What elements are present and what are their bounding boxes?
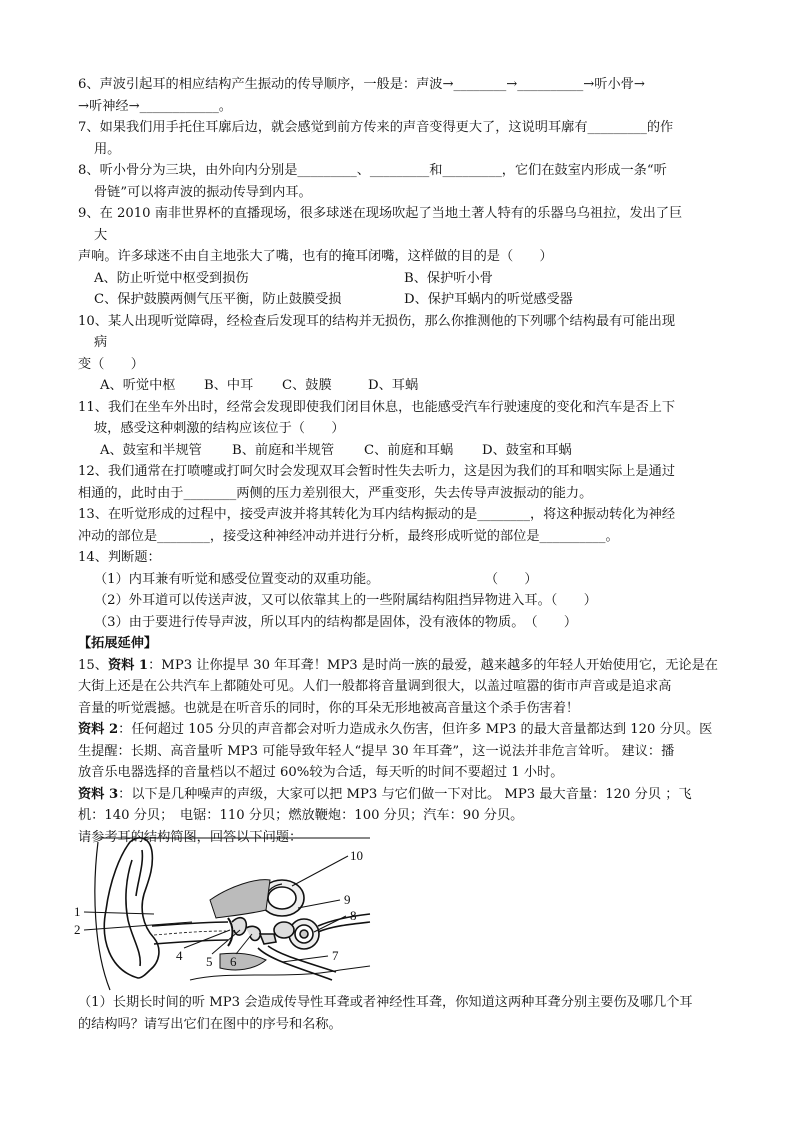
ear-structure-diagram [70, 830, 400, 995]
q9-options-row2 [78, 289, 718, 311]
q11-line1: 11、我们在坐车外出时，经常会发现即使我们闭目休息，也能感受汽车行驶速度的变化和汽车是否上下 [78, 399, 676, 415]
q11-line2: 坡，感受这种刺激的结构应该位于（ ） [94, 421, 345, 436]
q9-line1: 9、在 2010 南非世界杯的直播现场，很多球迷在现场吹起了当地土著人特有的乐器乌乌祖拉，发出了巨 [78, 206, 683, 221]
q7-line2: 用。 [94, 141, 121, 157]
q15-material-3 [78, 784, 718, 806]
material-3-label: 资料 3 [78, 786, 119, 802]
label-4: 4 [176, 948, 183, 963]
material-2-label: 资料 2 [78, 722, 119, 737]
material-1-line3: 音量的听觉震撼。也就是在听音乐的同时，你的耳朵无形地被高音量这个杀手伤害着！ [78, 700, 580, 716]
label-2: 2 [74, 922, 81, 937]
label-1: 1 [74, 904, 81, 919]
diagram-prompt: 请参考耳的结构简图，回答以下问题： [78, 829, 303, 845]
q12-line2: 相通的，此时由于________两侧的压力差别很大，严重变形，失去传导声波振动的能力。 [78, 485, 593, 501]
q10-options [78, 375, 718, 397]
q11-option-b: B、前庭和半规管 [232, 442, 335, 458]
q9-options-row1 [78, 268, 718, 290]
q9-option-a: A、防止听觉中枢受到损伤 [94, 270, 249, 286]
q14-item-1: （1）内耳兼有听觉和感受位置变动的双重功能。 （ ） [94, 571, 538, 587]
material-3-text: ：以下是几种噪声的声级，大家可以把 MP3 与它们做一下对比。 MP3 最大音量：120 分贝 ；飞 [118, 786, 692, 802]
q15-lead: 15、 [78, 657, 108, 673]
q9-line1b: 大 [94, 227, 108, 243]
label-10: 10 [350, 848, 363, 863]
q11-option-a: A、鼓室和半规管 [100, 442, 202, 458]
q6-line2: →听神经→____________。 [78, 98, 232, 114]
label-5: 5 [206, 954, 213, 969]
material-3-line2: 机：140 分贝； 电锯：110 分贝；燃放鞭炮：100 分贝；汽车：90 分贝。 [78, 808, 524, 823]
label-7: 7 [332, 948, 339, 963]
material-1-text: ：MP3 让你提早 30 年耳聋！MP3 是时尚一族的最爱，越来越多的年轻人开始使用它，无论是在 [148, 657, 718, 673]
q14-item-2: （2）外耳道可以传送声波，又可以依靠其上的一些附属结构阻挡异物进入耳。（ ） [94, 593, 597, 608]
sub-question-1 [78, 992, 718, 1035]
q10-option-c: C、鼓膜 [282, 378, 332, 393]
section-title: 【拓展延伸】 [78, 636, 158, 651]
q9-option-d: D、保护耳蜗内的听觉感受器 [404, 292, 573, 307]
q9-option-b: B、保护听小骨 [404, 270, 493, 286]
material-2-line2: 生提醒：长期、高音量听 MP3 可能导致年轻人“提早 30 年耳聋”，这一说法并非危言耸听。 建议：播 [78, 743, 675, 759]
q8-line1: 8、听小骨分为三块，由外向内分别是_________、_________和_________，它们在鼓室内形成一条“听 [78, 163, 667, 178]
q9-line2: 声响。许多球迷不由自主地张大了嘴，也有的掩耳闭嘴，这样做的目的是（ ） [78, 249, 553, 264]
material-2-text: ：任何超过 105 分贝的声音都会对听力造成永久伤害，但许多 MP3 的最大音量都达到 120 分贝。医 [118, 722, 713, 737]
q10-option-d: D、耳蜗 [368, 378, 419, 393]
material-2-line3: 放音乐电器选择的音量档以不超过 60%较为合适，每天听的时间不要超过 1 小时。 [78, 765, 564, 780]
q10-option-a: A、听觉中枢 [100, 378, 176, 393]
worksheet [78, 74, 718, 848]
label-8: 8 [350, 908, 357, 923]
material-1-label: 资料 1 [107, 657, 149, 673]
label-9: 9 [344, 892, 351, 907]
q11-option-d: D、鼓室和耳蜗 [482, 442, 572, 458]
q8-line2: 骨链”可以将声波的振动传导到内耳。 [94, 184, 312, 200]
q13-line2: 冲动的部位是________，接受这种神经冲动并进行分析，最终形成听觉的部位是__________。 [78, 528, 619, 544]
q15-material-1 [78, 655, 718, 677]
q10-option-b: B、中耳 [204, 378, 254, 393]
q10-line1: 10、某人出现听觉障碍，经检查后发现耳的结构并无损伤，那么你推测他的下列哪个结构最有可能出现 [78, 313, 676, 329]
q14-title: 14、判断题： [78, 550, 161, 565]
q14-item-3: （3）由于要进行传导声波，所以耳内的结构都是固体，没有液体的物质。 （ ） [94, 614, 578, 630]
q9-option-c: C、保护鼓膜两侧气压平衡，防止鼓膜受损 [94, 292, 342, 307]
q11-options [78, 440, 718, 462]
q7-line1: 7、如果我们用手托住耳廓后边，就会感觉到前方传来的声音变得更大了，这说明耳廓有_________的作 [78, 120, 674, 135]
q10-line2: 变（ ） [78, 356, 144, 372]
sub1-line1: （1）长期长时间的听 MP3 会造成传导性耳聋或者神经性耳聋，你知道这两种耳聋分别主要伤及哪几个耳 [78, 995, 693, 1010]
label-6: 6 [230, 954, 237, 969]
q11-option-c: C、前庭和耳蜗 [364, 442, 454, 458]
q13-line1: 13、在听觉形成的过程中，接受声波并将其转化为耳内结构振动的是________，将这种振动转化为神经 [78, 507, 676, 522]
q10-line1b: 病 [94, 335, 108, 350]
q12-line1: 12、我们通常在打喷嚏或打呵欠时会发现双耳会暂时性失去听力，这是因为我们的耳和咽实际上是通过 [78, 464, 676, 479]
material-1-line2: 大街上还是在公共汽车上都随处可见。人们一般都将音量调到很大，以盖过喧嚣的街市声音或是追求高 [78, 679, 672, 694]
q6-line1: 6、声波引起耳的相应结构产生振动的传导顺序，一般是：声波→________→__________→听小骨→ [78, 77, 645, 92]
sub1-line2: 的结构吗？请写出它们在图中的序号和名称。 [78, 1016, 342, 1032]
q15-material-2 [78, 719, 718, 741]
